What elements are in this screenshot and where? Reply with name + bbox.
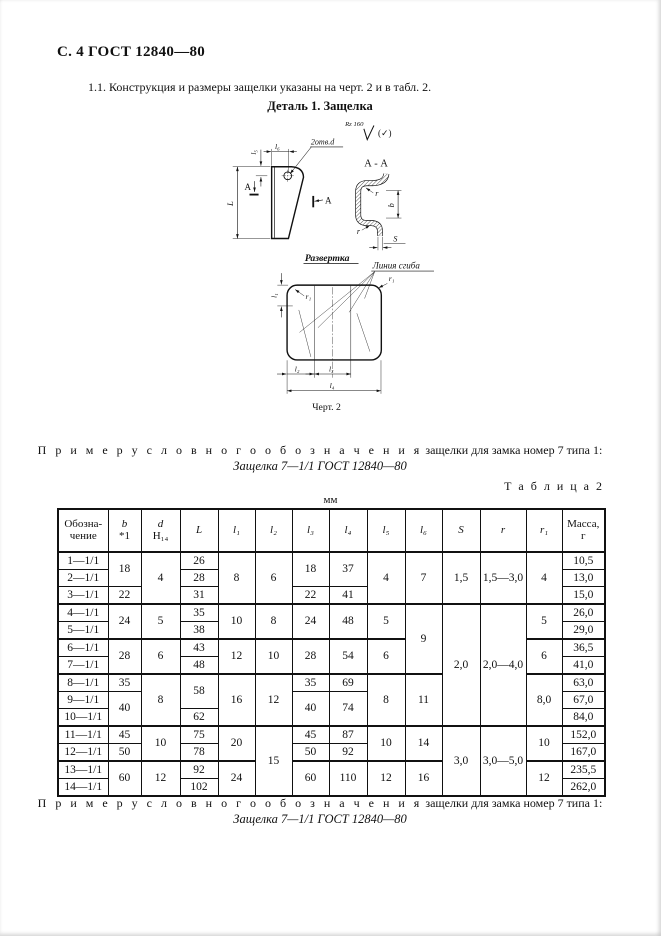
table-cell: 16 <box>405 761 442 796</box>
dim-label-L: L <box>225 201 236 206</box>
table-cell: 75 <box>180 726 218 744</box>
table-header-cell: r <box>480 509 526 552</box>
table-cell: 3,0 <box>442 726 480 796</box>
table-cell: 62 <box>180 709 218 727</box>
table-cell: 67,0 <box>562 692 605 709</box>
table-cell: 31 <box>180 587 218 605</box>
table-cell: 6 <box>255 552 292 604</box>
dim-label-r-bottom: r <box>356 226 360 236</box>
table-cell: 35 <box>292 674 329 692</box>
dim-label-r1-left: r₁ <box>305 291 312 301</box>
table-header-cell: S <box>442 509 480 552</box>
table-cell: 12 <box>367 761 405 796</box>
row-designation: 6—1/1 <box>58 639 108 657</box>
table-header-cell: Масса, г <box>562 509 605 552</box>
table-cell: 36,5 <box>562 639 605 657</box>
row-designation: 14—1/1 <box>58 779 108 797</box>
table-cell: 12 <box>218 639 255 674</box>
table-cell: 5 <box>526 604 562 639</box>
row-designation: 12—1/1 <box>58 744 108 762</box>
table-cell: 48 <box>180 657 218 675</box>
table-cell: 92 <box>180 761 218 779</box>
row-designation: 10—1/1 <box>58 709 108 727</box>
row-designation: 7—1/1 <box>58 657 108 675</box>
table-cell: 50 <box>292 744 329 762</box>
table-cell: 92 <box>329 744 367 762</box>
table-cell: 16 <box>218 674 255 726</box>
table-cell: 84,0 <box>562 709 605 727</box>
dimensions-table <box>57 508 606 797</box>
detail-title: Деталь 1. Защелка <box>267 99 373 113</box>
leader-r1 <box>295 289 304 295</box>
table-cell: 8 <box>367 674 405 726</box>
table-cell: 7 <box>405 552 442 604</box>
table-cell: 8 <box>255 604 292 639</box>
table-header-cell: L <box>180 509 218 552</box>
table-cell: 28 <box>180 570 218 587</box>
table-cell: 87 <box>329 726 367 744</box>
row-designation: 1—1/1 <box>58 552 108 570</box>
development-label: Развертка <box>304 252 350 264</box>
table-cell: 15,0 <box>562 587 605 605</box>
leader-bend <box>318 272 375 328</box>
dim-label-S: S <box>393 234 398 244</box>
page-header: С. 4 ГОСТ 12840—80 <box>57 44 206 60</box>
row-designation: 3—1/1 <box>58 587 108 605</box>
table-cell: 24 <box>292 604 329 639</box>
bend-line-label: Линия сгиба <box>372 260 420 271</box>
table-cell: 69 <box>329 674 367 692</box>
table-cell: 10 <box>255 639 292 674</box>
section-letter-left: А <box>244 181 252 192</box>
latch-technical-drawing <box>168 112 490 414</box>
table-cell: 48 <box>329 604 367 639</box>
table-header-cell: l₆ <box>405 509 442 552</box>
table-cell: 10 <box>141 726 180 761</box>
table-cell: 50 <box>108 744 141 762</box>
table-cell: 35 <box>180 604 218 622</box>
table-cell: 28 <box>292 639 329 674</box>
example-designation-top: Защелка 7—1/1 ГОСТ 12840—80 <box>233 459 407 473</box>
table-row <box>58 604 605 622</box>
table-header-cell: l₄ <box>329 509 367 552</box>
table-cell: 167,0 <box>562 744 605 762</box>
figure-caption: Черт. 2 <box>312 401 341 413</box>
example-spaced-text: П р и м е р у с л о в н о г о о б о з н а ч е н и я <box>37 443 423 457</box>
latch-outline <box>272 167 304 239</box>
table-cell: 14 <box>405 726 442 761</box>
section-letter-right: А <box>324 195 332 206</box>
paragraph-1-1: 1.1. Конструкция и размеры защелки указаны на черт. 2 и в табл. 2. <box>88 80 432 94</box>
table-cell: 35 <box>108 674 141 692</box>
table-cell: 41,0 <box>562 657 605 675</box>
table-cell: 45 <box>108 726 141 744</box>
table-header-cell: l₁ <box>218 509 255 552</box>
table-cell: 110 <box>329 761 367 796</box>
table-cell: 60 <box>108 761 141 796</box>
table-cell: 5 <box>367 604 405 639</box>
table-cell: 6 <box>141 639 180 674</box>
fold-line <box>357 313 370 351</box>
table-cell: 63,0 <box>562 674 605 692</box>
table-header-cell: l₅ <box>367 509 405 552</box>
table-cell: 2,0 <box>442 604 480 726</box>
table-cell: 26 <box>180 552 218 570</box>
table-cell: 6 <box>367 639 405 674</box>
table-cell: 40 <box>292 692 329 727</box>
table-cell: 22 <box>292 587 329 605</box>
example-rest-text: защелки для замка номер 7 типа 1: <box>422 796 603 810</box>
table-cell: 74 <box>329 692 367 727</box>
table-header-cell: b *1 <box>108 509 141 552</box>
table-cell: 78 <box>180 744 218 762</box>
dim-label-l6: l₆ <box>274 141 280 151</box>
table-cell: 6 <box>526 639 562 674</box>
table-cell: 28 <box>108 639 141 674</box>
holes-label: 2отв.d <box>310 137 335 147</box>
leader-bend <box>349 272 374 313</box>
table-cell: 2,0—4,0 <box>480 604 526 726</box>
table-cell: 45 <box>292 726 329 744</box>
table-cell: 12 <box>255 674 292 726</box>
dim-label-l4: l₄ <box>329 381 335 391</box>
table-cell: 18 <box>108 552 141 587</box>
table-cell: 10 <box>526 726 562 761</box>
dimensions-table-wrap <box>57 508 606 797</box>
development-outline <box>287 285 381 360</box>
example-line-bottom <box>30 796 610 811</box>
table-cell: 8,0 <box>526 674 562 726</box>
table-cell: 18 <box>292 552 329 587</box>
table-cell: 1,5—3,0 <box>480 552 526 604</box>
row-designation: 8—1/1 <box>58 674 108 692</box>
table-body <box>58 552 605 796</box>
example-designation-bottom: Защелка 7—1/1 ГОСТ 12840—80 <box>233 812 407 826</box>
example-rest-text: защелки для замка номер 7 типа 1: <box>422 443 603 457</box>
row-designation: 4—1/1 <box>58 604 108 622</box>
roughness-label: Rz 160 <box>345 121 364 129</box>
fold-line <box>299 310 311 357</box>
dim-label-l5: l₅ <box>249 150 259 155</box>
table-cell: 102 <box>180 779 218 797</box>
units-label: мм <box>323 494 338 506</box>
table-row <box>58 552 605 570</box>
table-cell: 29,0 <box>562 622 605 640</box>
dim-label-b: b <box>387 203 397 208</box>
example-line-top <box>30 443 610 458</box>
row-designation: 11—1/1 <box>58 726 108 744</box>
table-cell: 24 <box>108 604 141 639</box>
table-cell: 8 <box>141 674 180 726</box>
table-header-cell: l₃ <box>292 509 329 552</box>
table-cell: 9 <box>405 604 442 674</box>
table-cell: 3,0—5,0 <box>480 726 526 796</box>
table-cell: 11 <box>405 674 442 726</box>
table-cell: 40 <box>108 692 141 727</box>
table-cell: 10 <box>367 726 405 761</box>
table-cell: 26,0 <box>562 604 605 622</box>
section-arrow <box>315 200 323 201</box>
leader-r-top <box>366 188 373 193</box>
table-cell: 24 <box>218 761 255 796</box>
row-designation: 5—1/1 <box>58 622 108 640</box>
check-paren-label: (✓) <box>377 128 392 139</box>
leader-r-bottom <box>362 225 370 230</box>
table-cell: 43 <box>180 639 218 657</box>
table-cell: 1,5 <box>442 552 480 604</box>
dim-label-r1-right: r₁ <box>388 273 395 283</box>
table-cell: 13,0 <box>562 570 605 587</box>
table-header-row <box>58 509 605 552</box>
row-designation: 2—1/1 <box>58 570 108 587</box>
dim-label-l1: l₁ <box>269 293 279 298</box>
table-cell: 5 <box>141 604 180 639</box>
table-cell: 10,5 <box>562 552 605 570</box>
table-cell: 22 <box>108 587 141 605</box>
table-cell: 12 <box>141 761 180 796</box>
dim-label-l2: l₂ <box>294 364 300 374</box>
table-cell: 10 <box>218 604 255 639</box>
table-cell: 58 <box>180 674 218 709</box>
table-cell: 4 <box>141 552 180 604</box>
table-cell: 60 <box>292 761 329 796</box>
table-cell: 8 <box>218 552 255 604</box>
table-cell: 37 <box>329 552 367 587</box>
table-cell: 4 <box>526 552 562 604</box>
table-header-cell: d H₁₄ <box>141 509 180 552</box>
table-header-cell: r₁ <box>526 509 562 552</box>
table-cell: 38 <box>180 622 218 640</box>
example-spaced-text: П р и м е р у с л о в н о г о о б о з н а ч е н и я <box>37 796 423 810</box>
dim-label-r-top: r <box>375 188 379 198</box>
dim-label-l3: l₃ <box>329 364 334 374</box>
roughness-check-icon <box>364 125 374 139</box>
table-cell: 235,5 <box>562 761 605 779</box>
leader-bend <box>299 272 374 333</box>
section-title: А - А <box>364 158 388 170</box>
table-cell: 152,0 <box>562 726 605 744</box>
row-designation: 9—1/1 <box>58 692 108 709</box>
table-cell: 262,0 <box>562 779 605 797</box>
table-cell: 12 <box>526 761 562 796</box>
table-row <box>58 726 605 744</box>
table-cell: 20 <box>218 726 255 761</box>
table-header-cell: l₂ <box>255 509 292 552</box>
leader-r1 <box>379 283 388 287</box>
table-cell: 54 <box>329 639 367 674</box>
table-label: Т а б л и ц а 2 <box>504 479 604 493</box>
table-cell: 41 <box>329 587 367 605</box>
table-cell: 4 <box>367 552 405 604</box>
table-cell: 15 <box>255 726 292 796</box>
table-header-cell: Обозна- чение <box>58 509 108 552</box>
row-designation: 13—1/1 <box>58 761 108 779</box>
